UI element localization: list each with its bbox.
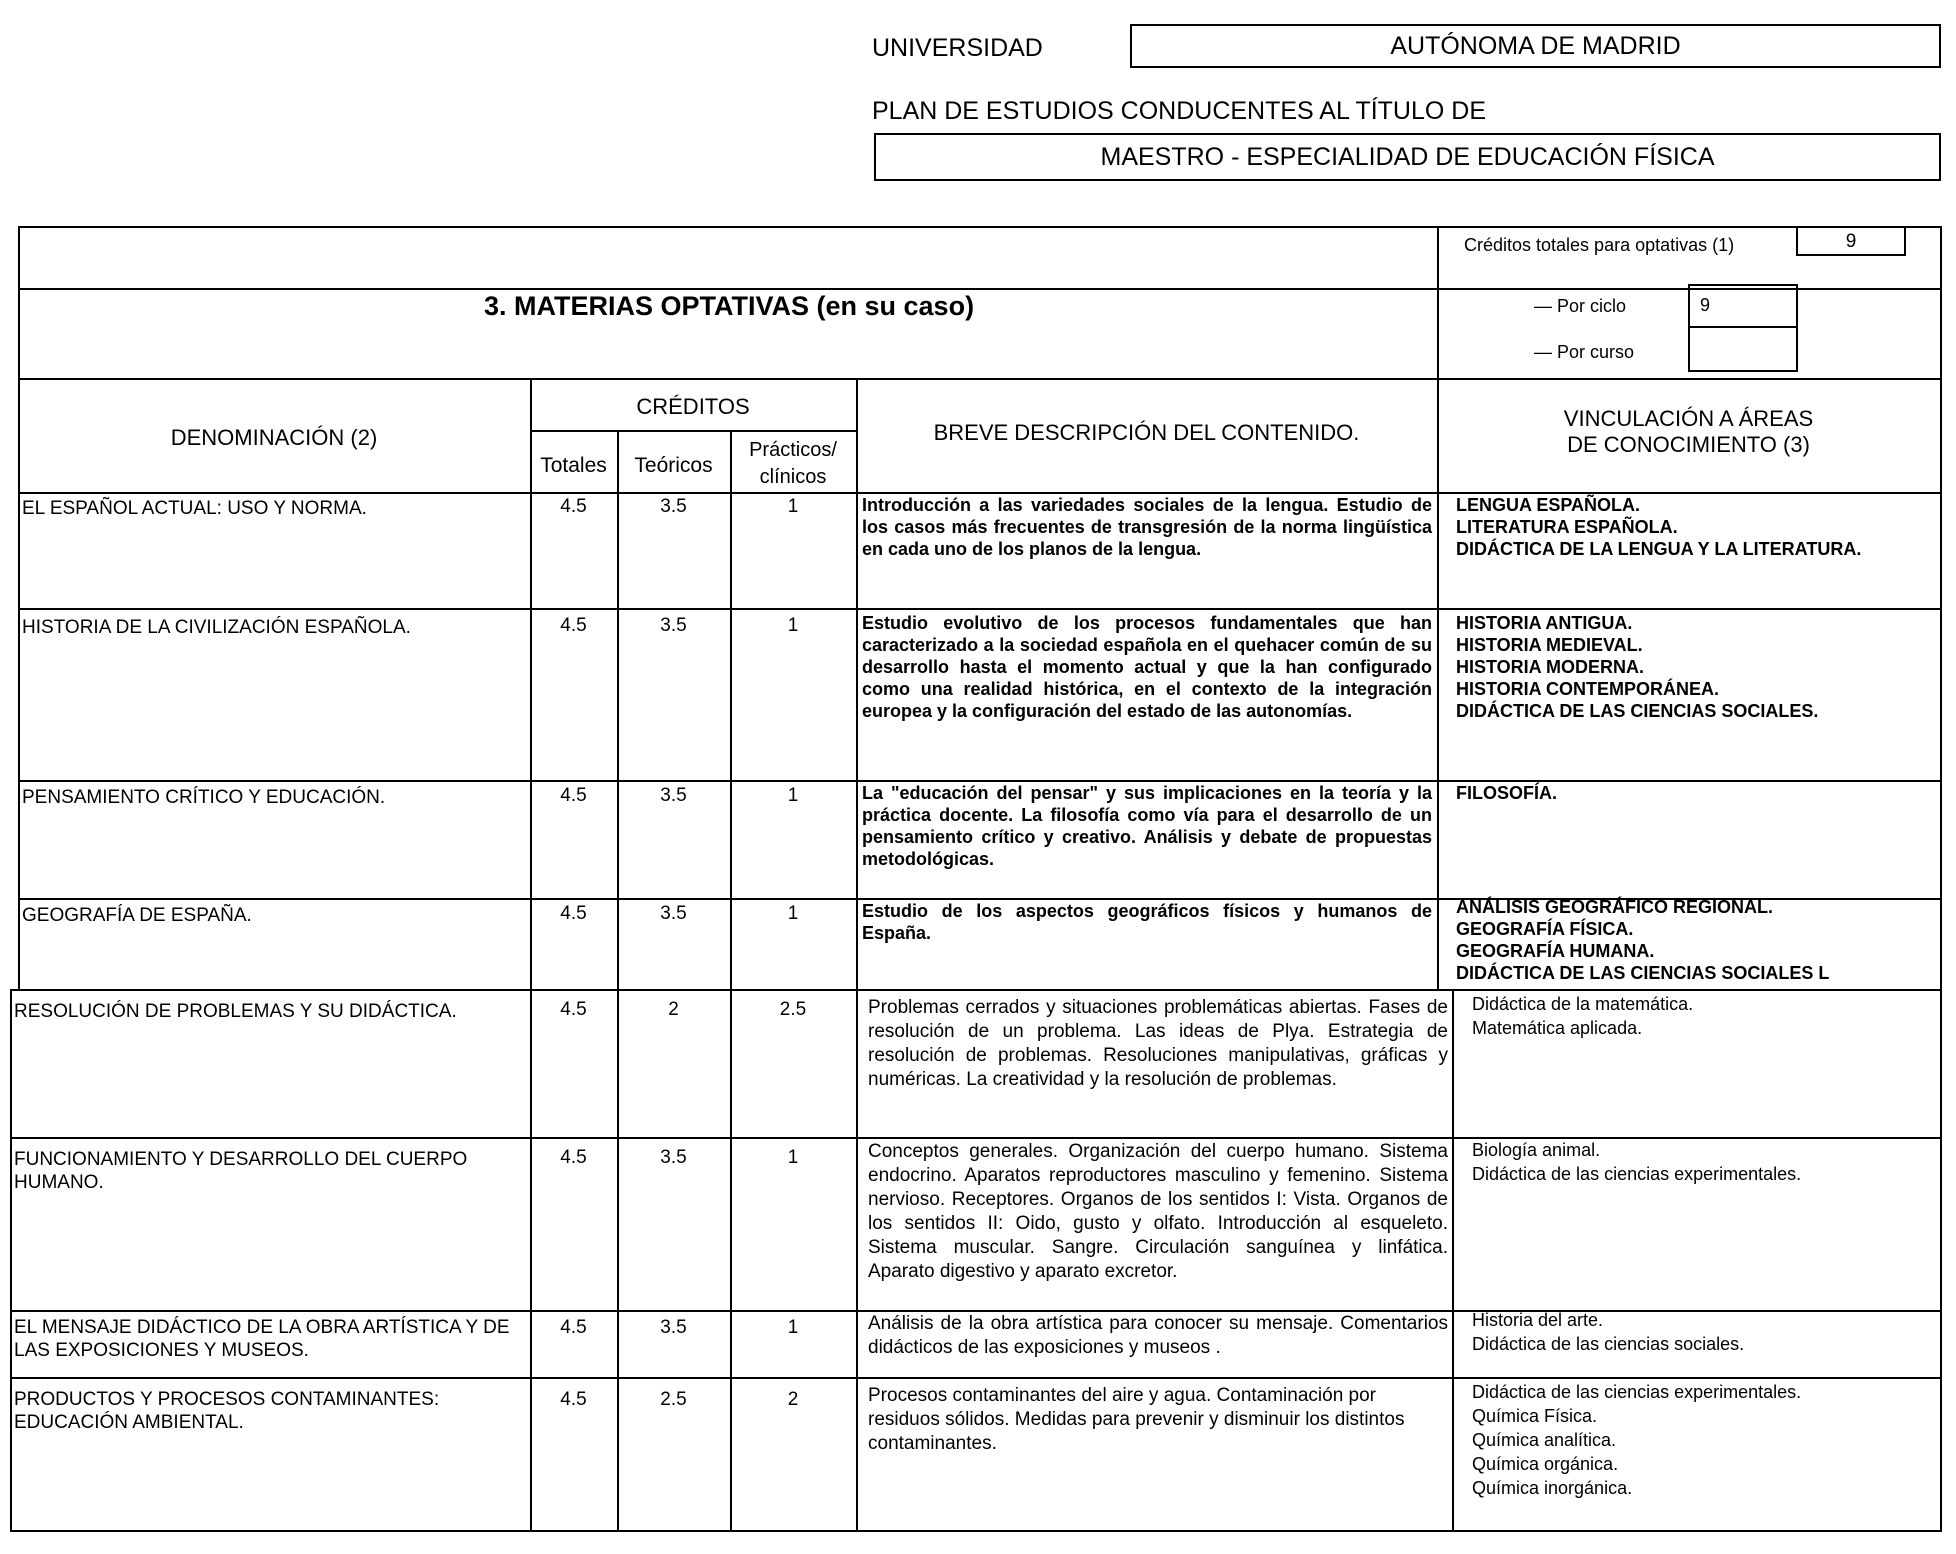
row-practicos: 1 xyxy=(787,1317,799,1338)
por-ciclo-box xyxy=(1688,284,1798,328)
area-item: DIDÁCTICA DE LAS CIENCIAS SOCIALES. xyxy=(1456,701,1819,721)
creditos-subheader-line xyxy=(530,430,856,432)
row-teoricos: 2 xyxy=(668,999,679,1020)
area-item: LENGUA ESPAÑOLA. xyxy=(1456,495,1641,515)
row-descripcion: Estudio evolutivo de los procesos fundamentales que han caracterizado a la sociedad española en el quehacer común de su desarrollo hasta el momento actual y que la han configurado como una realidad histórica, en el contexto de la integración europea y la configuración del estado de las autonomías. xyxy=(862,613,1432,721)
col-header-practicos-line1: Prácticos/ xyxy=(749,439,837,461)
col-line-totales xyxy=(617,430,619,1530)
area-item: Biología animal. xyxy=(1472,1140,1601,1160)
row-areas xyxy=(1472,1380,1801,1500)
universidad-value-box xyxy=(1130,24,1941,68)
row-descripcion: Procesos contaminantes del aire y agua. Contaminación por residuos sólidos. Medidas para prevenir y disminuir los distintos contaminantes. xyxy=(868,1385,1405,1454)
col-line-teoricos xyxy=(730,430,732,1530)
row-descripcion: Análisis de la obra artística para conocer su mensaje. Comentarios didácticos de las exposiciones y museos . xyxy=(868,1313,1448,1358)
area-item: Didáctica de las ciencias sociales. xyxy=(1472,1334,1745,1354)
table-top-border xyxy=(18,226,1940,228)
row-denominacion: EL MENSAJE DIDÁCTICO DE LA OBRA ARTÍSTICA Y DE LAS EXPOSICIONES Y MUSEOS. xyxy=(14,1317,510,1361)
table-right-border xyxy=(1940,226,1942,1532)
area-item: Química orgánica. xyxy=(1472,1454,1619,1474)
area-item: HISTORIA MODERNA. xyxy=(1456,657,1645,677)
row-teoricos: 2.5 xyxy=(660,1389,687,1410)
row-descripcion: Introducción a las variedades sociales de la lengua. Estudio de los casos más frecuentes de transgresión de la norma lingüística en cada uno de los planos de la lengua. xyxy=(862,495,1432,559)
section-divider xyxy=(1437,226,1439,378)
row-descripcion: Conceptos generales. Organización del cuerpo humano. Sistema endocrino. Aparatos reproductores masculino y femenino. Sistema nervioso. Receptores. Organos de los sentidos I: Vista. Organos de los sentidos II: Oido, gusto y olfato. Introducción al esqueleto. Sistema muscular. Sangre. Circulación sanguínea y linfática. Aparato digestivo y aparato excretor. xyxy=(868,1141,1448,1282)
row-totales: 4.5 xyxy=(560,496,587,517)
row-denominacion: EL ESPAÑOL ACTUAL: USO Y NORMA. xyxy=(22,498,367,519)
row-totales: 4.5 xyxy=(560,1147,587,1168)
row-teoricos: 3.5 xyxy=(660,615,687,636)
row-totales: 4.5 xyxy=(560,785,587,806)
col-line-practicos xyxy=(856,378,858,1530)
row-denominacion: HISTORIA DE LA CIVILIZACIÓN ESPAÑOLA. xyxy=(22,617,411,638)
por-ciclo-label: — Por ciclo xyxy=(1534,296,1627,316)
row-areas xyxy=(1456,782,1557,804)
row-teoricos: 3.5 xyxy=(660,496,687,517)
por-curso-box xyxy=(1688,326,1798,372)
row-practicos: 1 xyxy=(787,903,799,924)
por-curso-label: — Por curso xyxy=(1534,342,1635,362)
area-item: Historia del arte. xyxy=(1472,1310,1604,1330)
col-header-practicos-line2: clínicos xyxy=(759,466,827,488)
row-areas xyxy=(1472,1308,1744,1356)
col-header-totales: Totales xyxy=(540,454,607,477)
row-totales: 4.5 xyxy=(560,1389,587,1410)
row-separator-7 xyxy=(10,1377,1940,1379)
row-teoricos: 3.5 xyxy=(660,903,687,924)
section-separator xyxy=(18,288,1940,290)
row-areas xyxy=(1456,612,1818,722)
row-denominacion: RESOLUCIÓN DE PROBLEMAS Y SU DIDÁCTICA. xyxy=(14,1001,457,1022)
row-teoricos: 3.5 xyxy=(660,1147,687,1168)
row-areas xyxy=(1472,1138,1801,1186)
table-left-border-lower xyxy=(10,991,12,1532)
col-header-denominacion: DENOMINACIÓN (2) xyxy=(170,425,378,450)
row-descripcion: La "educación del pensar" y sus implicaciones en la teoría y la práctica docente. La filosofía como vía para el desarrollo de un pensamiento crítico y creativo. Análisis y debate de propuestas metodológicas. xyxy=(862,783,1432,869)
row-areas xyxy=(1472,992,1693,1040)
row-practicos: 1 xyxy=(787,785,799,806)
area-item: ANÁLISIS GEOGRÁFICO REGIONAL. xyxy=(1456,897,1774,917)
area-item: DIDÁCTICA DE LAS CIENCIAS SOCIALES L xyxy=(1456,963,1830,983)
row-denominacion: GEOGRAFÍA DE ESPAÑA. xyxy=(22,905,252,926)
row-denominacion: PENSAMIENTO CRÍTICO Y EDUCACIÓN. xyxy=(22,787,386,808)
row-descripcion: Estudio de los aspectos geográficos físicos y humanos de España. xyxy=(862,901,1432,943)
area-item: Química analítica. xyxy=(1472,1430,1617,1450)
row-teoricos: 3.5 xyxy=(660,785,687,806)
table-bottom-border xyxy=(10,1530,1940,1532)
col-header-descripcion: BREVE DESCRIPCIÓN DEL CONTENIDO. xyxy=(933,420,1360,445)
row-practicos: 1 xyxy=(787,1147,799,1168)
creditos-totales-label: Créditos totales para optativas (1) xyxy=(1464,235,1735,255)
col-line-descripcion-lower xyxy=(1452,991,1454,1532)
header-top-line xyxy=(18,378,1940,380)
area-item: HISTORIA ANTIGUA. xyxy=(1456,613,1633,633)
row-separator-4 xyxy=(10,989,1942,991)
row-practicos: 1 xyxy=(787,615,799,636)
area-item: GEOGRAFÍA HUMANA. xyxy=(1456,941,1655,961)
area-item: HISTORIA CONTEMPORÁNEA. xyxy=(1456,679,1720,699)
row-descripcion: Problemas cerrados y situaciones problemáticas abiertas. Fases de resolución de un problema. Las ideas de Plya. Estrategia de resolución de problemas. Resoluciones manipulativas, gráficas y numéricas. La creatividad y la resolución de problemas. xyxy=(868,997,1448,1090)
row-areas xyxy=(1456,896,1829,984)
area-item: Química Física. xyxy=(1472,1406,1598,1426)
area-item: Didáctica de las ciencias experimentales. xyxy=(1472,1164,1802,1184)
titulo-value: MAESTRO - ESPECIALIDAD DE EDUCACIÓN FÍSICA xyxy=(1100,142,1715,171)
area-item: GEOGRAFÍA FÍSICA. xyxy=(1456,919,1634,939)
row-denominacion: FUNCIONAMIENTO Y DESARROLLO DEL CUERPO HUMANO. xyxy=(14,1149,468,1193)
area-item: FILOSOFÍA. xyxy=(1456,783,1557,803)
row-totales: 4.5 xyxy=(560,903,587,924)
area-item: Didáctica de las ciencias experimentales. xyxy=(1472,1382,1802,1402)
row-totales: 4.5 xyxy=(560,999,587,1020)
universidad-label: UNIVERSIDAD xyxy=(872,34,1043,62)
col-header-vinculacion-line1: VINCULACIÓN A ÁREAS xyxy=(1563,406,1814,431)
universidad-value: AUTÓNOMA DE MADRID xyxy=(1390,31,1681,60)
plan-label: PLAN DE ESTUDIOS CONDUCENTES AL TÍTULO DE xyxy=(872,97,1487,125)
creditos-totales-value: 9 xyxy=(1845,231,1857,252)
por-ciclo-value: 9 xyxy=(1700,295,1711,315)
area-item: Matemática aplicada. xyxy=(1472,1018,1643,1038)
row-teoricos: 3.5 xyxy=(660,1317,687,1338)
col-header-teoricos: Teóricos xyxy=(634,454,713,477)
section-title: 3. MATERIAS OPTATIVAS (en su caso) xyxy=(484,291,975,321)
row-practicos: 1 xyxy=(787,496,799,517)
area-item: DIDÁCTICA DE LA LENGUA Y LA LITERATURA. xyxy=(1456,539,1862,559)
row-practicos: 2.5 xyxy=(779,999,807,1020)
col-header-vinculacion-line2: DE CONOCIMIENTO (3) xyxy=(1567,432,1810,457)
row-areas xyxy=(1456,494,1861,560)
row-totales: 4.5 xyxy=(560,615,587,636)
row-denominacion: PRODUCTOS Y PROCESOS CONTAMINANTES: EDUCACIÓN AMBIENTAL. xyxy=(14,1389,440,1433)
row-totales: 4.5 xyxy=(560,1317,587,1338)
col-header-creditos: CRÉDITOS xyxy=(636,394,750,419)
titulo-value-box xyxy=(874,133,1941,181)
row-practicos: 2 xyxy=(787,1389,799,1410)
col-line-denominacion xyxy=(530,378,532,1530)
creditos-totales-box xyxy=(1796,226,1906,256)
area-item: Química inorgánica. xyxy=(1472,1478,1633,1498)
area-item: Didáctica de la matemática. xyxy=(1472,994,1694,1014)
area-item: LITERATURA ESPAÑOLA. xyxy=(1456,517,1678,537)
row-separator-1 xyxy=(18,608,1940,610)
area-item: HISTORIA MEDIEVAL. xyxy=(1456,635,1643,655)
